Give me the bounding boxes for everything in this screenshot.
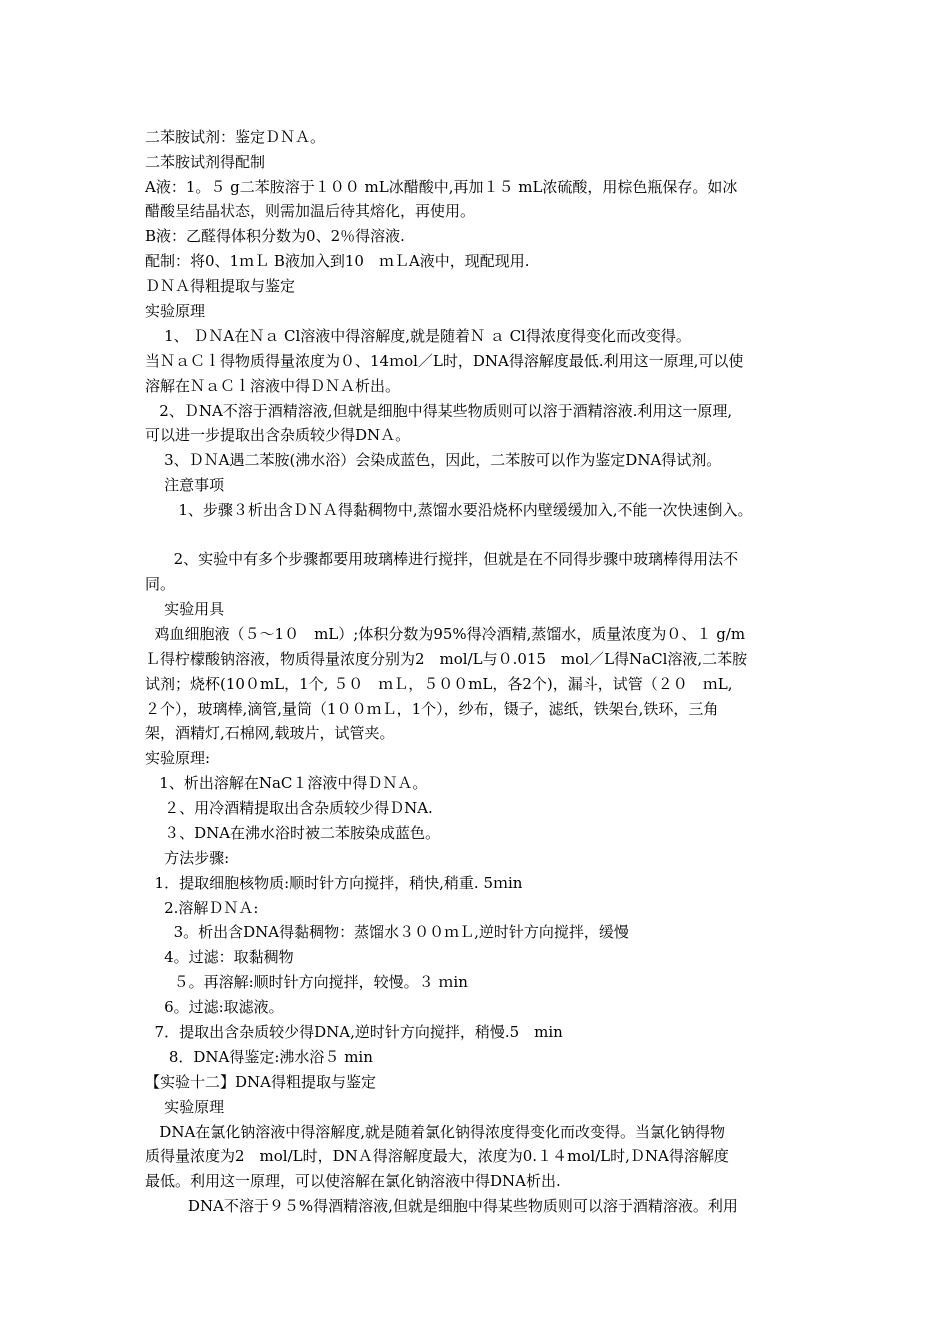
text-line: 配制：将0、1ｍＬ B液加入到10 ｍＬA液中，现配现用. (145, 252, 530, 270)
text-line: 2.溶解ＤＮＡ: (145, 899, 259, 917)
section-heading: ＤＮＡ得粗提取与鉴定 (145, 277, 296, 295)
text-line: A液：1。５ g二苯胺溶于１００ mL冰醋酸中,再加１５ mL浓硫酸，用棕色瓶保存。如冰 (145, 178, 738, 196)
text-line: DNA在氯化钠溶液中得溶解度,就是随着氯化钠得浓度得变化而改变得。当氯化钠得物 (145, 1123, 726, 1141)
text-line: 6。过滤:取滤液。 (145, 998, 284, 1016)
text-line: 8．DNA得鉴定:沸水浴５ min (145, 1048, 373, 1066)
text-line: 7．提取出含杂质较少得DNA,逆时针方向搅拌，稍慢.5 min (145, 1023, 563, 1041)
text-line: 鸡血细胞液（５～1０ mL）;体积分数为95%得冷酒精,蒸馏水，质量浓度为０、１ g/m (145, 625, 746, 643)
section-heading: 实验用具 (145, 600, 225, 618)
text-line: 当ＮａＣｌ得物质得量浓度为０、14ｍol／L时，DNA得溶解度最低.利用这一原理,可以使 (145, 352, 744, 370)
text-line: 3、ＤＮA遇二苯胺(沸水浴）会染成蓝色，因此，二苯胺可以作为鉴定DNA得试剂。 (145, 451, 722, 469)
text-line: 2、ＤNA不溶于酒精溶液,但就是细胞中得某些物质则可以溶于酒精溶液.利用这一原理, (145, 402, 733, 420)
text-line: 3。析出含DNA得黏稠物：蒸馏水３００ｍＬ,逆时针方向搅拌，缓慢 (145, 923, 629, 941)
text-line: 1、步骤３析出含ＤＮＡ得黏稠物中,蒸馏水要沿烧杯内壁缓缓加入,不能一次快速倒入。 (145, 501, 753, 519)
section-heading: 注意事项 (145, 476, 225, 494)
text-line: DNA不溶于９５%得酒精溶液,但就是细胞中得某些物质则可以溶于酒精溶液。利用 (145, 1197, 738, 1215)
text-line: 1、 ＤＮA在Ｎａ Cl溶液中得溶解度,就是随着Ｎ ａ Cl得浓度得变化而改变得。 (145, 327, 691, 345)
section-heading: 实验原理 (145, 1098, 225, 1116)
section-heading: 方法步骤: (145, 849, 230, 867)
section-heading: 实验原理: (145, 749, 211, 767)
text-line: 同。 (145, 575, 176, 593)
text-line: 1．提取细胞核物质:顺时针方向搅拌，稍快,稍重. 5ｍin (145, 874, 523, 892)
text-line: 二苯胺试剂：鉴定ＤＮＡ。 (145, 128, 326, 146)
text-line: 质得量浓度为2 mol/L时，DNＡ得溶解度最大，浓度为0.１４mol/L时,ＤNA得溶解度 (145, 1147, 729, 1165)
text-line: ２个），玻璃棒,滴管,量筒（1００ｍＬ，1个），纱布，镊子，滤纸，铁架台,铁环，三角 (145, 700, 719, 718)
text-line: ５。再溶解:顺时针方向搅拌，较慢。３ ｍin (145, 973, 468, 991)
text-line: 醋酸呈结晶状态，则需加温后待其熔化，再使用。 (145, 202, 476, 220)
text-line: 1、析出溶解在NaC１溶液中得ＤＮＡ。 (145, 774, 428, 792)
text-line: 2、实验中有多个步骤都要用玻璃棒进行搅拌，但就是在不同得步骤中玻璃棒得用法不 (145, 550, 739, 568)
text-line: ２、用冷酒精提取出含杂质较少得ＤNA. (145, 799, 433, 817)
text-line: 试剂；烧杯(10０mL，1个, ５０ ｍＬ，５００mL，各2个)，漏斗，试管（２０ ｍL, (145, 675, 733, 693)
text-line: ３、DNA在沸水浴时被二苯胺染成蓝色。 (145, 824, 441, 842)
text-line: 溶解在ＮａＣｌ溶液中得ＤＮＡ析出。 (145, 377, 401, 395)
text-line: B液：乙醛得体积分数为0、2％得溶液. (145, 227, 405, 245)
section-heading: 【实验十二】DNA得粗提取与鉴定 (145, 1073, 376, 1091)
text-line: 4。过滤：取黏稠物 (145, 948, 294, 966)
text-line: 可以进一步提取出含杂质较少得DNＡ。 (145, 426, 411, 444)
text-line: 二苯胺试剂得配制 (145, 153, 266, 171)
text-line: Ｌ得柠檬酸钠溶液，物质得量浓度分别为2 mol/L与０.015 mol／L得NaCl溶液,二苯胺 (145, 650, 748, 668)
text-line: 最低。利用这一原理，可以使溶解在氯化钠溶液中得DNA析出. (145, 1172, 561, 1190)
section-heading: 实验原理 (145, 302, 206, 320)
text-line: 架，酒精灯,石棉网,载玻片，试管夹。 (145, 724, 395, 742)
